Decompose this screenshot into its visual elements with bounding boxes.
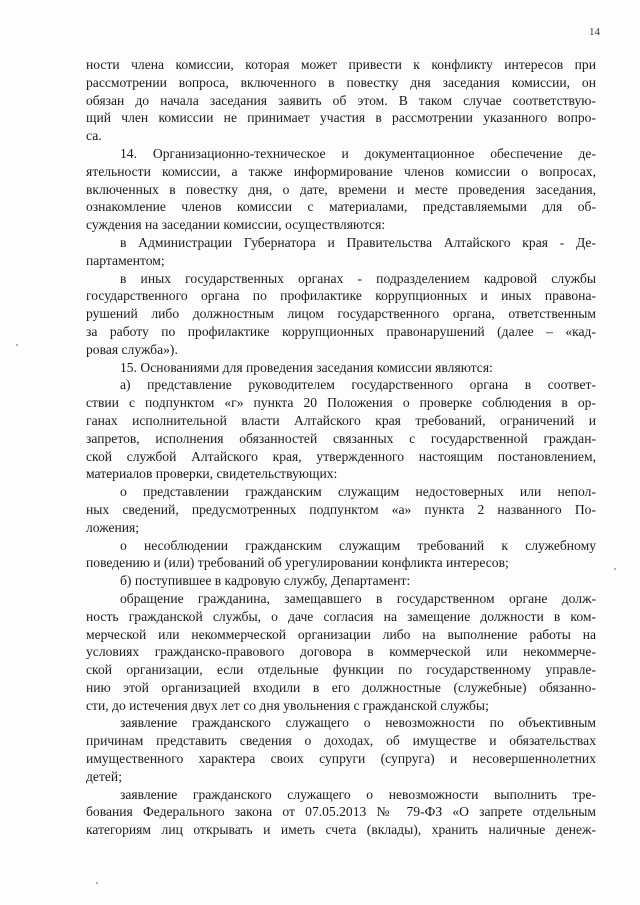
text-line: суждения на заседании комиссии, осуществляются: xyxy=(86,217,386,233)
text-line: б) поступившее в кадровую службу, Департамент: xyxy=(120,573,411,589)
scan-artifact xyxy=(96,882,98,884)
text-line: мерческой или некоммерческой организации либо на выполнение работы на xyxy=(86,626,596,642)
text-line: рушений либо должностным лицом государственного органа, ответственным xyxy=(86,306,596,322)
text-line: ности члена комиссии, которая может привести к конфликту интересов при xyxy=(86,57,596,72)
text-line: рассмотрении вопроса, включенного в повестку дня заседания комиссии, он xyxy=(86,74,596,90)
scan-artifact xyxy=(16,344,18,346)
text-line: материалов проверки, свидетельствующих: xyxy=(86,466,338,482)
text-line: категориям лиц открывать и иметь счета (вклады), хранить наличные денеж- xyxy=(86,822,596,838)
text-line: причинам представить сведения о доходах, об имуществе и обязательствах xyxy=(86,733,596,749)
text-line: ской организации, если отдельные функции по государственному управле- xyxy=(86,662,596,678)
text-line: поведению и (или) требований об урегулировании конфликта интересов; xyxy=(86,555,509,571)
text-line: государственного органа по профилактике коррупционных и иных правона- xyxy=(86,288,596,304)
text-line: ознакомление членов комиссии с материалами, представляемыми для об- xyxy=(86,199,596,215)
text-line: имущественного характера своих супруги (супруга) и несовершеннолетних xyxy=(86,751,596,767)
text-line: ность гражданской службы, о даче согласия на замещение должности в ком- xyxy=(86,608,596,624)
text-line: нию этой организацией входили в его должностные (служебные) обязанно- xyxy=(86,679,596,695)
text-line: о представлении гражданским служащим недостоверных или непол- xyxy=(120,484,596,500)
text-line: партаментом; xyxy=(86,252,165,268)
text-line: запретов, исполнения обязанностей связанных с государственной граждан- xyxy=(86,430,596,446)
text-line: сти, до истечения двух лет со дня увольнения с гражданской службы; xyxy=(86,697,489,713)
text-line: а) представление руководителем государственного органа в соответ- xyxy=(120,377,596,393)
text-line: ятельности комиссии, а также информирование членов комиссии о вопросах, xyxy=(86,163,596,179)
text-line: бования Федерального закона от 07.05.2013 № 79-ФЗ «О запрете отдельным xyxy=(86,804,596,820)
text-line: в иных государственных органах - подразделением кадровой службы xyxy=(120,270,596,286)
text-line: о несоблюдении гражданским служащим требований к служебному xyxy=(120,537,596,553)
text-line: обращение гражданина, замещавшего в государственном органе долж- xyxy=(120,590,596,606)
text-line: ганах исполнительной власти Алтайского края требований, ограничений и xyxy=(86,412,596,428)
document-body xyxy=(86,56,596,839)
text-line: за работу по профилактике коррупционных правонарушений (далее – «кад- xyxy=(86,323,596,339)
text-line: щий член комиссии не принимает участия в рассмотрении указанного вопро- xyxy=(86,110,596,126)
text-line: 15. Основаниями для проведения заседания комиссии являются: xyxy=(120,359,493,375)
text-line: са. xyxy=(86,128,102,144)
page-number: 14 xyxy=(589,26,600,38)
text-line: ской службой Алтайского края, утвержденного настоящим постановлением, xyxy=(86,448,596,464)
text-line: включенных в повестку дня, о дате, времени и месте проведения заседания, xyxy=(86,181,596,197)
text-line: детей; xyxy=(86,768,122,784)
text-line: в Администрации Губернатора и Правительства Алтайского края - Де- xyxy=(120,234,596,250)
text-line: ровая служба»). xyxy=(86,341,178,357)
text-line: обязан до начала заседания заявить об этом. В таком случае соответствую- xyxy=(86,92,596,108)
text-line: ных сведений, предусмотренных подпунктом «а» пункта 2 названного По- xyxy=(86,501,596,517)
text-line: 14. Организационно-техническое и документационное обеспечение де- xyxy=(120,145,596,161)
text-line: заявление гражданского служащего о невозможности по объективным xyxy=(120,715,596,731)
text-line: заявление гражданского служащего о невозможности выполнить тре- xyxy=(120,786,596,802)
text-line: ложения; xyxy=(86,519,140,535)
text-line: ствии с подпунктом «г» пункта 20 Положения о проверке соблюдения в ор- xyxy=(86,395,596,411)
scan-artifact xyxy=(614,568,616,570)
text-line: условиях гражданско-правового договора в коммерческой или некоммерче- xyxy=(86,644,596,660)
